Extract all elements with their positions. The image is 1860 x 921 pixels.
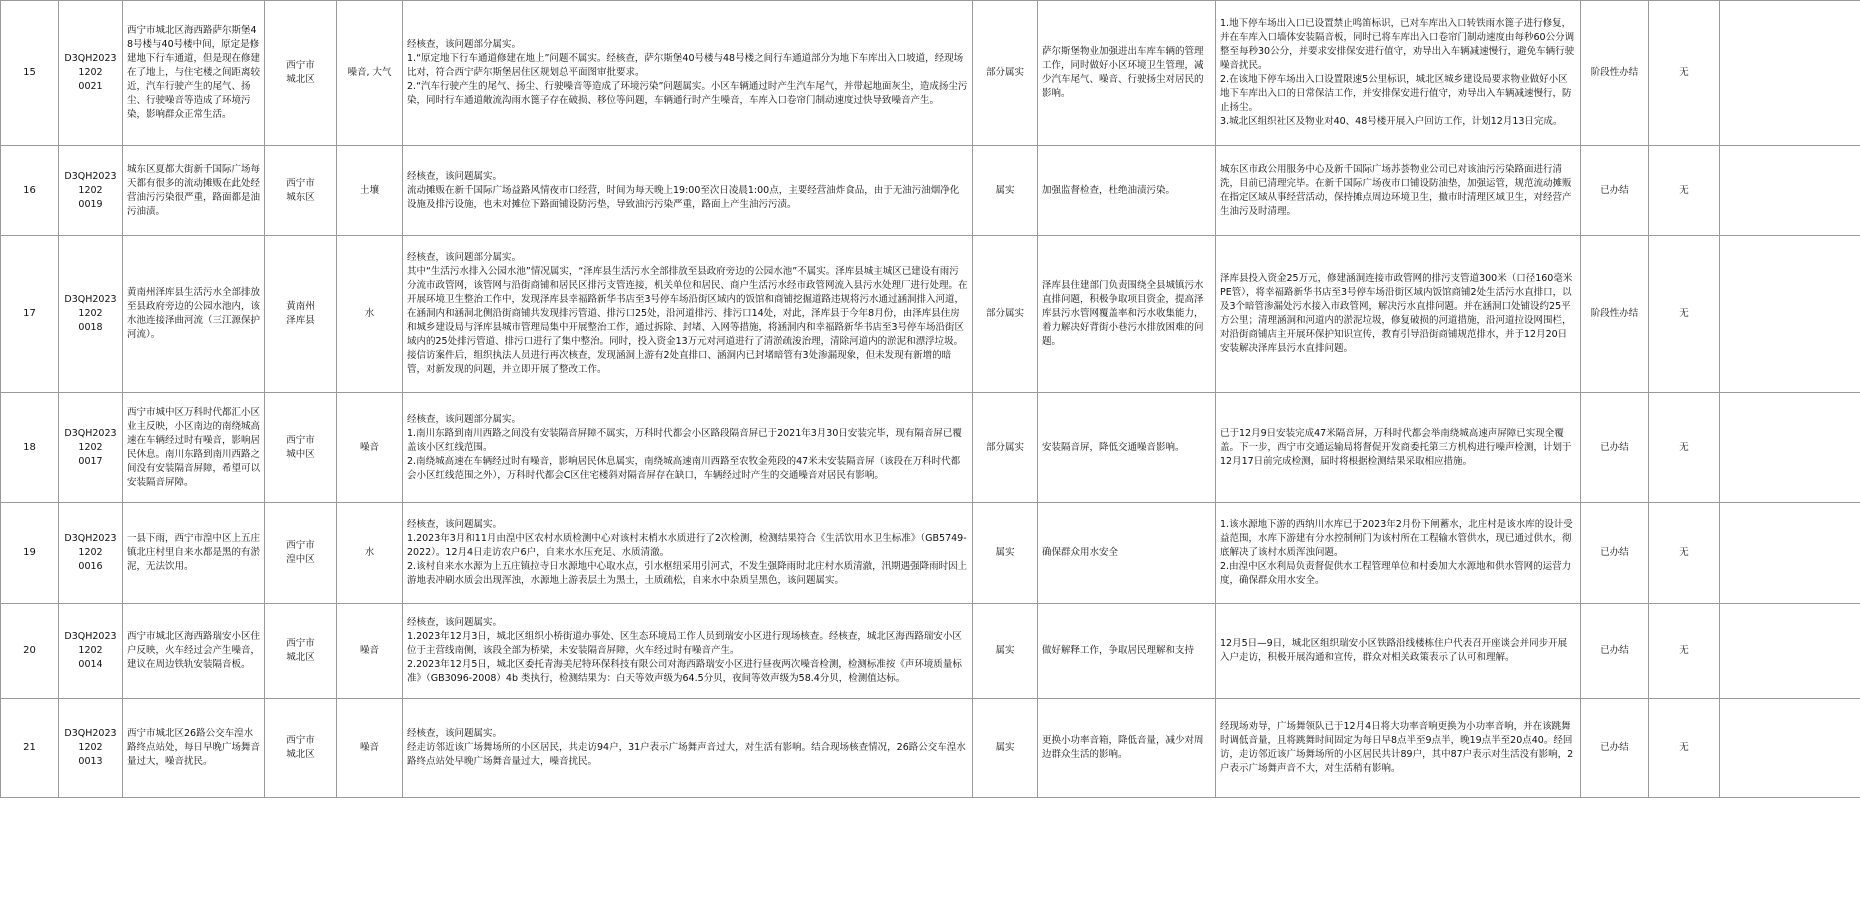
rectification-status-text: 城东区市政公用服务中心及新千国际广场苏荟物业公司已对该油污污染路面进行清洗，目前已清理完毕。在新千国际广场夜市口铺设防油垫，加强运管，规范流动摊贩在指定区域从事经营活动，保持摊点周边环境卫生，撤市时清理区域卫生，对经营产生油污及时清理。 [1220,163,1572,217]
complaint-content [123,1,265,146]
row-number-text: 21 [23,742,36,753]
empty-cell [1720,1,1860,146]
administrative-region-text: 西宁市 城北区 [286,638,315,663]
verification-result-text: 经核查，该问题部分属实。 其中“生活污水排入公园水池”情况属实，“泽库县生活污水全部排放至县政府旁边的公园水池”不属实。泽库县城主城区已建设有雨污分流市政管网，该管网与沿街商铺和居民区排污支管连接，机关单位和居民、商户生活污水经市政管网流入县污水处理厂进行处理。在开展环境卫生整治工作中，发现泽库县幸福路新华书店至3号停车场沿街区域内的饭馆和商铺挖掘道路违规将污水通过涵洞排入河道，在涵洞内和涵洞北侧沿街商铺共发现排污管道、排污口25处，沿河道排污、排污口14处，对此，泽库县于今年8月份，由泽库县住房和城乡建设局与泽库县城市管理局集中开展整治工作，通过拆除、封堵、入网等措施，将涵洞内和幸福路新华书店至3号停车场沿街区域内的25处排污管道、排污口进行了集中整治。同时，投入资金13万元对河道进行了清淤疏浚治理，清除河道内的淤泥和漂浮垃圾。接信访案件后，组织执法人员进行再次核查，发现涵洞上游有2处直排口、涵洞内已封堵暗管有3处渗漏现象，但未发现有新增的暗管，对新发现的问题，并立即开展了整改工作。 [407,252,968,375]
pollution-type [337,604,403,699]
table-row [1,1,1860,146]
is-verified-text: 属实 [995,547,1015,558]
row-number [1,604,59,699]
pollution-type-text: 噪音 [359,441,379,453]
completion-status-text: 已办结 [1600,645,1629,656]
case-id [59,146,123,236]
completion-status [1581,503,1649,604]
row-number [1,393,59,503]
is-verified-text: 属实 [995,742,1015,753]
administrative-region [265,236,337,393]
verification-result-text: 经核查，该问题属实。 1.2023年3月和11月由湟中区农村水质检测中心对该村末梢水水质进行了2次检测，检测结果符合《生活饮用水卫生标准》（GB5749-2022）。12月4日走访农户6户，自来水水压充足、水质清澈。 2.该村自来水水源为上五庄镇拉寺日水源地中心取水点，引水枢纽采用引河式，不发生强降雨时北庄村水质清澈，汛期遇强降雨时因上游地表冲刷水质会出现浑浊，水源地上游表层土为黑土，土质疏松，自来水中杂质呈黑色，该问题属实。 [407,519,968,586]
handling-goal-text: 安装隔音屏，降低交通噪音影响。 [1042,441,1185,453]
complaint-content [123,236,265,393]
accountability [1649,236,1720,393]
table-row [1,699,1860,798]
table-row [1,236,1860,393]
pollution-type-text: 噪音 [359,645,379,656]
handling-goal [1038,1,1216,146]
is-verified [973,604,1038,699]
row-number [1,146,59,236]
case-id [59,604,123,699]
pollution-type [337,503,403,604]
pollution-type [337,699,403,798]
rectification-status-text: 1.地下停车场出入口已设置禁止鸣笛标识，已对车库出入口转铁雨水篦子进行修复，并在车库入口墙体安装隔音板，同时已将车库出入口卷帘门制动速度由每秒60公分调整至每秒30公分，并要求安排保安进行值守，劝导出入车辆减速慢行，避免车辆行驶噪音扰民。 2.在该地下停车场出入口设置限速5公里标识，城北区城乡建设局要求物业做好小区地下车库出入口的日常保洁工作，并安排保安进行值守，劝导出入车辆减速慢行，防止扬尘。 3.城北区组织社区及物业对40、48号楼开展入户回访工作，计划12月13日完成。 [1220,18,1575,127]
verification-result [403,604,973,699]
administrative-region [265,393,337,503]
rectification-status-text: 泽库县投入资金25万元，修建涵洞连接市政管网的排污支管道300米（口径160毫米PE管），将幸福路新华书店至3号停车场沿街区域内饭馆商铺2处生活污水直排口，以及3个暗管渗漏处污水接入市政管网，解决污水直排问题。并在涵洞口处铺设约25平方公里；清理涵洞和河道内的淤泥垃圾，修复破损的河道措施，沿河道拉设网围栏，对沿街商铺店主开展环保护知识宣传，教育引导沿街商铺规范排水，并于12月20日安装解决泽库县污水直排问题。 [1220,273,1573,354]
complaint-content-text: 西宁市城中区万科时代都汇小区业主反映，小区南边的南绕城高速在车辆经过时有噪音，影响居民休息。南川东路到南川西路之间没有安装隔音屏障，希望可以安装隔音屏障。 [127,406,261,488]
handling-goal-text: 做好解释工作，争取居民理解和支持 [1042,645,1195,656]
verification-result [403,393,973,503]
rectification-status-text: 已于12月9日安装完成47米隔音屏，万科时代都会举南绕城高速声屏障已实现全覆盖。下一步，西宁市交通运输局将督促开发商委托第三方机构进行噪声检测，计划于12月17日前完成检测，届时将根据检测结果采取相应措施。 [1220,427,1572,467]
handling-goal [1038,393,1216,503]
complaint-content [123,146,265,236]
row-number-text: 18 [23,441,36,453]
complaint-content [123,699,265,798]
completion-status-text: 已办结 [1600,742,1629,753]
rectification-status [1216,1,1581,146]
pollution-type-text: 水 [364,308,375,319]
empty-cell [1720,699,1860,798]
completion-status-text: 已办结 [1600,441,1629,453]
case-id [59,236,123,393]
administrative-region-text: 西宁市 城北区 [286,60,315,85]
handling-goal [1038,604,1216,699]
table-row [1,393,1860,503]
verification-result [403,1,973,146]
case-id-text: D3QH20231202 0013 [64,728,117,767]
empty-cell [1720,236,1860,393]
handling-goal [1038,699,1216,798]
is-verified-text: 属实 [995,184,1015,196]
completion-status [1581,699,1649,798]
row-number-text: 19 [23,547,36,558]
empty-cell [1720,503,1860,604]
administrative-region [265,699,337,798]
accountability [1649,1,1720,146]
handling-goal [1038,146,1216,236]
administrative-region-text: 西宁市 城中区 [286,434,315,460]
case-id [59,503,123,604]
rectification-status [1216,699,1581,798]
administrative-region [265,1,337,146]
rectification-status [1216,393,1581,503]
completion-status-text: 阶段性办结 [1590,67,1639,78]
is-verified-text: 部分属实 [985,308,1024,319]
row-number [1,699,59,798]
row-number-text: 16 [23,184,36,196]
case-id [59,393,123,503]
case-id-text: D3QH20231202 0019 [64,170,117,210]
complaint-content-text: 西宁市城北区26路公交车湟水路终点站处，每日早晚广场舞音量过大，噪音扰民。 [127,728,261,767]
pollution-type [337,146,403,236]
handling-goal-text: 更换小功率音箱，降低音量，减少对周边群众生活的影响。 [1042,735,1204,760]
pollution-type [337,393,403,503]
handling-goal-text: 泽库县住建部门负责围绕全县城镇污水直排问题，积极争取项目资金，提高泽库县污水管网覆盖率和污水收集能力，着力解决好背街小巷污水排放困难的问题。 [1042,280,1204,347]
completion-status-text: 已办结 [1600,547,1629,558]
complaint-content-text: 黄南州泽库县生活污水全部排放至县政府旁边的公园水池内，该水池连接泽曲河流（三江源保护河流）。 [127,287,261,340]
is-verified [973,699,1038,798]
is-verified-text: 部分属实 [985,67,1024,78]
accountability [1649,146,1720,236]
table-row [1,503,1860,604]
accountability [1649,604,1720,699]
empty-cell [1720,393,1860,503]
rectification-status [1216,503,1581,604]
completion-status [1581,236,1649,393]
verification-result-text: 经核查，该问题属实。 经走访邻近该广场舞场所的小区居民，共走访94户，31户表示广场舞声音过大，对生活有影响。结合现场核查情况，26路公交车湟水路终点站处早晚广场舞音量过大，噪音扰民。 [407,728,966,767]
pollution-type-text: 水 [364,547,375,558]
administrative-region [265,604,337,699]
administrative-region-text: 西宁市 城北区 [286,735,315,760]
table-row [1,146,1860,236]
verification-result [403,699,973,798]
row-number [1,503,59,604]
accountability-text: 无 [1679,547,1689,558]
case-id [59,699,123,798]
complaint-content [123,604,265,699]
accountability [1649,699,1720,798]
verification-result-text: 经核查，该问题属实。 流动摊贩在新千国际广场益路风情夜市口经营，时间为每天晚上19:00至次日凌晨1:00点，主要经营油炸食品，由于无油污油烟净化设施及排污设施，也未对摊位下路面铺设防污垫，导致油污污染严重，路面上产生油污污渍。 [407,170,960,210]
pollution-type [337,1,403,146]
row-number [1,236,59,393]
complaint-content-text: 城东区夏都大街新千国际广场每天都有很多的流动摊贩在此处经营油污污染很严重，路面都是油污油渍。 [127,163,261,217]
is-verified [973,146,1038,236]
case-id-text: D3QH20231202 0016 [64,533,117,572]
pollution-type-text: 土壤 [359,184,379,196]
completion-status [1581,393,1649,503]
administrative-region-text: 西宁市 城东区 [286,177,315,203]
administrative-region-text: 黄南州 泽库县 [286,301,315,326]
handling-goal [1038,236,1216,393]
rectification-status [1216,604,1581,699]
complaint-content [123,503,265,604]
verification-result-text: 经核查，该问题属实。 1.2023年12月3日，城北区组织小桥街道办事处、区生态环境局工作人员到瑞安小区进行现场核查。经核查，城北区海西路瑞安小区位于主营线南侧，该段全部为桥梁，未安装隔音屏障，火车经过时有噪音产生。 2.2023年12月5日，城北区委托青海美尼特环保科技有限公司对海西路瑞安小区进行昼夜两次噪音检测，检测标准按《声环境质量标准》（GB3096-2008）4b 类执行，检测结果为：白天等效声级为64.5分贝，夜间等效声级为58.4分贝，检测值达标。 [407,617,962,684]
empty-cell [1720,604,1860,699]
pollution-type [337,236,403,393]
verification-result [403,236,973,393]
verification-result [403,146,973,236]
case-id-text: D3QH20231202 0017 [64,427,117,467]
case-id-text: D3QH20231202 0018 [64,294,117,333]
accountability-text: 无 [1679,308,1689,319]
row-number [1,1,59,146]
administrative-region [265,503,337,604]
complaint-content-text: 西宁市城北区海西路萨尔斯堡48号楼与40号楼中间，原定是修建地下行车通道，但是现在修建在了地上，与住宅楼之间距离较近，汽车行驶产生的尾气、扬尘、行驶噪音等造成了环境污染，影响群众正常生活。 [127,25,261,120]
completion-status [1581,1,1649,146]
is-verified [973,1,1038,146]
rectification-status [1216,236,1581,393]
administrative-region-text: 西宁市 湟中区 [286,540,315,565]
rectification-status-text: 经现场劝导，广场舞领队已于12月4日将大功率音响更换为小功率音响，并在该跳舞时调低音量，且将跳舞时间固定为每日早8点半至9点半，晚19点半至20点40。经回访，走访邻近该广场舞场所的小区居民共计89户，其中87户表示对生活没有影响，2户表示广场舞声音不大，对生活稍有影响。 [1220,721,1574,774]
completion-status-text: 阶段性办结 [1590,308,1639,319]
handling-goal-text: 加强监督检查，杜绝油渍污染。 [1042,184,1176,196]
verification-result [403,503,973,604]
row-number-text: 15 [23,67,36,78]
handling-goal-text: 萨尔斯堡物业加强进出车库车辆的管理工作，同时做好小区环境卫生管理，减少汽车尾气、噪音、行驶扬尘对居民的影响。 [1042,46,1204,99]
case-id-text: D3QH20231202 0014 [64,631,117,670]
row-number-text: 17 [23,308,36,319]
completion-status [1581,604,1649,699]
verification-result-text: 经核查，该问题部分属实。 1.“原定地下行车通道修建在地上”问题不属实。经核查，萨尔斯堡40号楼与48号楼之间行车通道部分为地下车库出入口坡道，经现场比对，符合西宁萨尔斯堡居住区规划总平面图审批要求。 2.“汽车行驶产生的尾气、扬尘、行驶噪音等造成了环境污染”问题属实。小区车辆通过时产生汽车尾气，并带起地面灰尘，造成扬尘污染，同时行车通道敞流沟雨水篦子存在破损、移位等问题，车辆通行时产生噪音，车库入口卷帘门制动速度过快导致噪音产生。 [407,39,968,106]
complaint-content-text: 西宁市城北区海西路瑞安小区住户反映，火车经过会产生噪音，建议在周边铁轨安装隔音板。 [127,631,261,670]
completion-status [1581,146,1649,236]
rectification-status-text: 1.该水源地下游的西纳川水库已于2023年2月份下闸蓄水，北庄村是该水库的设计受益范围，水库下游建有分水控制闸门为该村所在工程输水管供水，现已通过供水，彻底解决了该村水质浑浊问题。 2.由湟中区水利局负责督促供水工程管理单位和村委加大水源地和供水管网的运营力度，确保群众用水安全。 [1220,519,1573,586]
completion-status-text: 已办结 [1600,184,1629,196]
empty-cell [1720,146,1860,236]
administrative-region [265,146,337,236]
row-number-text: 20 [23,645,36,656]
accountability-text: 无 [1679,742,1689,753]
table-row [1,604,1860,699]
handling-goal [1038,503,1216,604]
verification-result-text: 经核查，该问题部分属实。 1.南川东路到南川西路之间没有安装隔音屏障不属实，万科时代都会小区路段隔音屏已于2021年3月30日安装完毕，现有隔音屏已覆盖该小区红线范围。 2.南绕城高速在车辆经过时有噪音，影响居民休息属实，南绕城高速南川西路至农牧金苑段的47米未安装隔音屏（该段在万科时代都会小区红线范围之外），万科时代都会C区住宅楼斜对隔音屏存在缺口，车辆经过时产生的交通噪音对居民有影响。 [407,413,962,481]
accountability-text: 无 [1679,184,1689,196]
pollution-type-text: 噪音 [359,742,379,753]
case-id-text: D3QH20231202 0021 [64,53,117,92]
pollution-type-text: 噪音, 大气 [347,67,392,78]
is-verified [973,503,1038,604]
complaint-content [123,393,265,503]
accountability [1649,393,1720,503]
accountability-text: 无 [1679,645,1689,656]
accountability-text: 无 [1679,67,1689,78]
is-verified [973,393,1038,503]
accountability [1649,503,1720,604]
rectification-status-text: 12月5日—9日，城北区组织瑞安小区铁路沿线楼栋住户代表召开座谈会并同步开展入户走访，积极开展沟通和宣传，群众对相关政策表示了认可和理解。 [1220,638,1568,663]
rectification-status [1216,146,1581,236]
case-id [59,1,123,146]
is-verified-text: 部分属实 [985,441,1024,453]
handling-goal-text: 确保群众用水安全 [1042,547,1119,558]
is-verified-text: 属实 [995,645,1015,656]
accountability-text: 无 [1679,441,1689,453]
is-verified [973,236,1038,393]
complaint-content-text: 一县下雨，西宁市湟中区上五庄镇北庄村里自来水都是黑的有淤泥，无法饮用。 [127,533,261,572]
